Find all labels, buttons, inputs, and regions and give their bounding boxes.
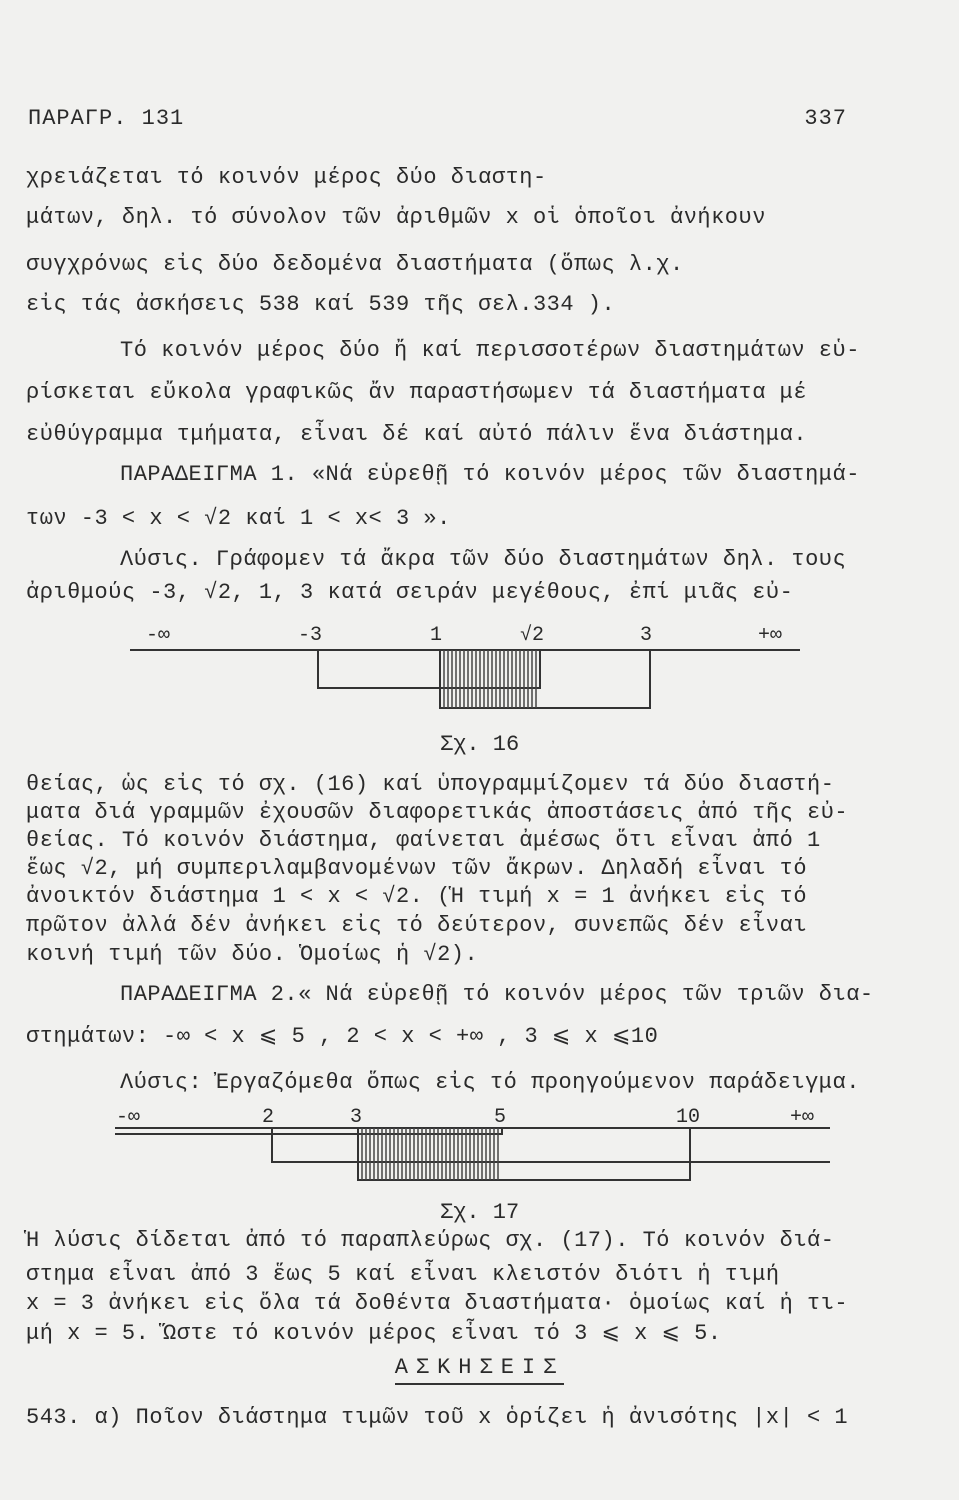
text-line: ἀνοικτόν διάστημα 1 < x < √2. (Ἡ τιμή x = 1 ἀνήκει εἰς τό [26, 884, 808, 909]
text-line: θείας, ὡς εἰς τό σχ. (16) καί ὑπογραμμίζομεν τά δύο διαστή- [26, 772, 835, 797]
text-line: εὐθύγραμμα τμήματα, εἶναι δέ καί αὐτό πάλιν ἕνα διάστημα. [26, 422, 808, 447]
fig16-label-3: 3 [640, 624, 653, 647]
fig17-label-10: 10 [676, 1106, 701, 1129]
text-line: των -3 < x < √2 καί 1 < x< 3 ». [26, 506, 451, 531]
text-line: κοινή τιμή τῶν δύο. Ὁμοίως ἡ √2). [26, 942, 479, 967]
text-line: εἰς τάς ἀσκήσεις 538 καί 539 τῆς σελ.334 ). [26, 292, 616, 317]
text-line: πρῶτον ἀλλά δέν ἀνήκει εἰς τό δεύτερον, συνεπῶς δέν εἶναι [26, 913, 808, 938]
exercise-543: 543. α) Ποῖον διάστημα τιμῶν τοῦ x ὁρίζει ἡ ἀνισότης |x| < 1 [26, 1405, 849, 1430]
text-line: ΠΑΡΑΔΕΙΓΜΑ 1. «Νά εὑρεθῇ τό κοινόν μέρος τῶν διαστημά- [120, 462, 860, 487]
fig17-label-neg-inf: -∞ [116, 1106, 141, 1129]
page-number: 337 [804, 106, 847, 131]
fig16-label-minus3: -3 [298, 624, 323, 647]
fig17-label-2: 2 [262, 1106, 275, 1129]
text-line: ἕως √2, μή συμπεριλαμβανομένων τῶν ἄκρων. Δηλαδή εἶναι τό [26, 856, 808, 881]
text-line: στημάτων: -∞ < x ⩽ 5 , 2 < x < +∞ , 3 ⩽ x ⩽10 [26, 1024, 659, 1049]
figure-16 [0, 610, 959, 760]
text-line: ματα διά γραμμῶν ἐχουσῶν διαφορετικάς ἀποστάσεις ἀπό τῆς εὐ- [26, 800, 849, 825]
text-line: συγχρόνως εἰς δύο δεδομένα διαστήματα (ὅπως λ.χ. [26, 252, 684, 277]
fig17-label-pos-inf: +∞ [790, 1106, 815, 1129]
text-line: στημα εἶναι ἀπό 3 ἕως 5 καί εἶναι κλειστόν διότι ἡ τιμή [26, 1262, 780, 1287]
fig16-label-sqrt2: √2 [520, 624, 545, 647]
text-line: x = 3 ἀνήκει εἰς ὅλα τά δοθέντα διαστήματα· ὁμοίως καί ἡ τι- [26, 1291, 849, 1316]
text-line: Ἡ λύσις δίδεται ἀπό τό παραπλεύρως σχ. (17). Τό κοινόν διά- [26, 1228, 835, 1253]
fig16-caption: Σχ. 16 [440, 732, 520, 757]
figure-17 [0, 1100, 959, 1230]
text-line: μάτων, δηλ. τό σύνολον τῶν ἀριθμῶν x οἱ ὁποῖοι ἀνήκουν [26, 205, 766, 230]
text-line: θείας. Τό κοινόν διάστημα, φαίνεται ἀμέσως ὅτι εἶναι ἀπό 1 [26, 828, 821, 853]
text-line: ρίσκεται εὔκολα γραφικῶς ἄν παραστήσωμεν τά διαστήματα μέ [26, 380, 808, 405]
fig16-label-pos-inf: +∞ [758, 624, 783, 647]
text-line: ΠΑΡΑΔΕΙΓΜΑ 2.« Νά εὑρεθῇ τό κοινόν μέρος τῶν τριῶν δια- [120, 982, 874, 1007]
page-header-left: ΠΑΡΑΓΡ. 131 [28, 106, 185, 131]
text-line: ἀριθμούς -3, √2, 1, 3 κατά σειράν μεγέθους, ἐπί μιᾶς εὐ- [26, 580, 794, 605]
text-line: μή x = 5. Ὥστε τό κοινόν μέρος εἶναι τό 3 ⩽ x ⩽ 5. [26, 1321, 722, 1346]
fig17-label-5: 5 [494, 1106, 507, 1129]
text-line: Λύσις. Γράφομεν τά ἄκρα τῶν δύο διαστημάτων δηλ. τους [120, 547, 847, 572]
text-line: Τό κοινόν μέρος δύο ἤ καί περισσοτέρων διαστημάτων εὑ- [120, 338, 860, 363]
fig16-label-1: 1 [430, 624, 443, 647]
exercises-title-text: ΑΣΚΗΣΕΙΣ [395, 1355, 565, 1385]
text-line: χρειάζεται τό κοινόν μέρος δύο διαστη- [26, 165, 547, 190]
fig17-label-3: 3 [350, 1106, 363, 1129]
solution-2: Λύσις: Ἐργαζόμεθα ὅπως εἰς τό προηγούμενον παράδειγμα. [120, 1070, 860, 1095]
exercises-title [0, 1355, 959, 1380]
fig17-caption: Σχ. 17 [440, 1200, 520, 1225]
fig16-label-neg-inf: -∞ [146, 624, 171, 647]
